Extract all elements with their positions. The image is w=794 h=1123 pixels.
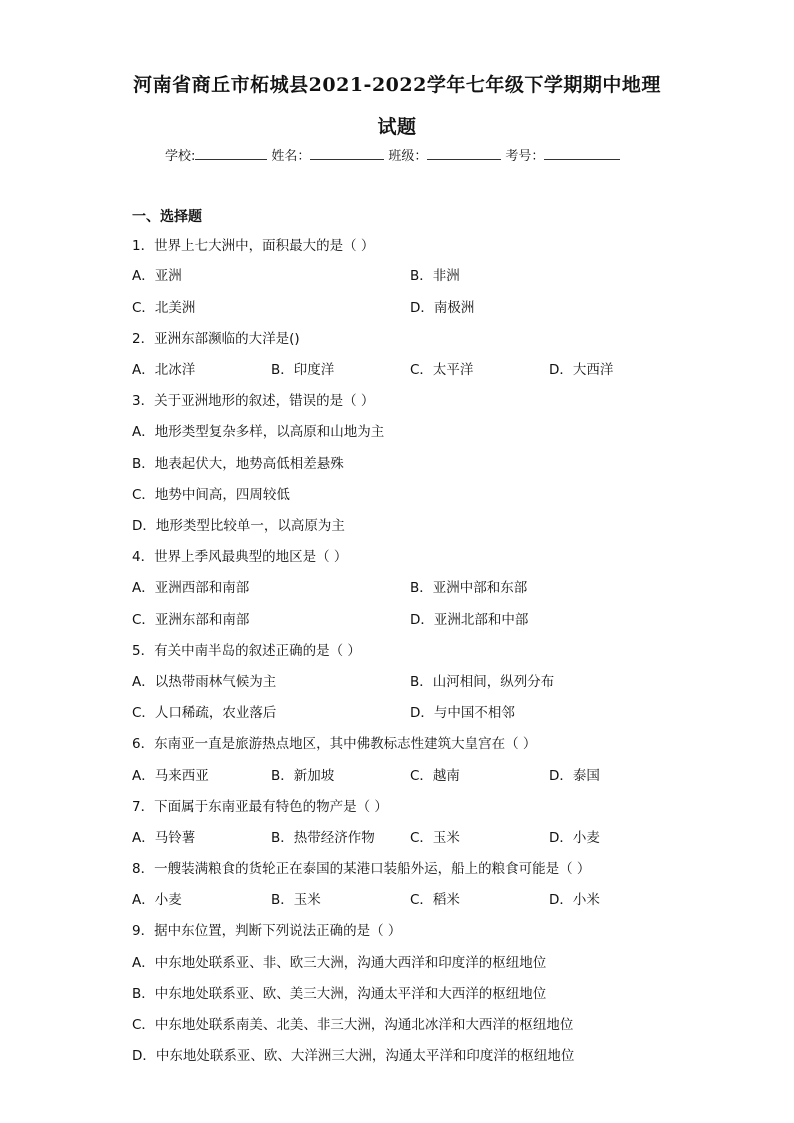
option-c: C．稻米 [410,892,460,908]
option-d: D．中东地处联系亚、欧、大洋洲三大洲，沟通太平洋和印度洋的枢纽地位 [132,1048,575,1064]
page-title-line2: 试题 [377,116,417,138]
option-a: A．北冰洋 [132,362,196,378]
name-label: 姓名： [271,149,311,164]
option-a: A．以热带雨林气候为主 [132,674,277,690]
exam-no-label: 考号： [505,149,545,164]
option-b: B．热带经济作物 [271,830,375,846]
question-stem: 8．一艘装满粮食的货轮正在泰国的某港口装船外运，船上的粮食可能是（ ） [132,861,591,877]
option-c: C．北美洲 [132,300,196,316]
question-stem: 6．东南亚一直是旅游热点地区，其中佛教标志性建筑大皇宫在（ ） [132,736,537,752]
option-d: D．小米 [549,892,600,908]
student-info-line [165,145,624,164]
option-b: B．印度洋 [271,362,335,378]
option-c: C．中东地处联系南美、北美、非三大洲，沟通北冰洋和大西洋的枢纽地位 [132,1017,574,1033]
option-c: C．地势中间高，四周较低 [132,487,290,503]
option-b: B．非洲 [410,268,460,284]
question-stem: 2．亚洲东部濒临的大洋是() [132,331,300,347]
option-c: C．越南 [410,768,460,784]
class-label: 班级： [388,149,428,164]
name-blank[interactable] [310,145,384,160]
option-d: D．地形类型比较单一，以高原为主 [132,518,345,534]
school-label: 学校: [165,149,196,164]
option-b: B．山河相间，纵列分布 [410,674,555,690]
school-blank[interactable] [195,145,267,160]
option-a: A．地形类型复杂多样，以高原和山地为主 [132,424,385,440]
option-a: A．小麦 [132,892,182,908]
exam-no-blank[interactable] [544,145,620,160]
option-c: C．亚洲东部和南部 [132,612,250,628]
question-stem: 9．据中东位置，判断下列说法正确的是（ ） [132,923,402,939]
option-d: D．小麦 [549,830,600,846]
option-a: A．亚洲 [132,268,182,284]
question-stem: 7．下面属于东南亚最有特色的物产是（ ） [132,799,388,815]
option-b: B．亚洲中部和东部 [410,580,528,596]
question-stem: 4．世界上季风最典型的地区是（ ） [132,549,348,565]
option-c: C．人口稀疏，农业落后 [132,705,277,721]
option-a: A．亚洲西部和南部 [132,580,250,596]
question-stem: 5．有关中南半岛的叙述正确的是（ ） [132,643,361,659]
option-d: D．亚洲北部和中部 [410,612,529,628]
option-b: B．中东地处联系亚、欧、美三大洲，沟通太平洋和大西洋的枢纽地位 [132,986,547,1002]
option-b: B．玉米 [271,892,321,908]
option-c: C．太平洋 [410,362,474,378]
section-title: 一、选择题 [132,209,202,225]
option-b: B．地表起伏大，地势高低相差悬殊 [132,456,344,472]
option-d: D．与中国不相邻 [410,705,515,721]
option-b: B．新加坡 [271,768,335,784]
option-a: A．马铃薯 [132,830,196,846]
option-d: D．泰国 [549,768,600,784]
option-d: D．南极洲 [410,300,475,316]
option-d: D．大西洋 [549,362,614,378]
option-a: A．中东地处联系亚、非、欧三大洲，沟通大西洋和印度洋的枢纽地位 [132,955,547,971]
question-stem: 1．世界上七大洲中，面积最大的是（ ） [132,238,375,254]
option-c: C．玉米 [410,830,460,846]
option-a: A．马来西亚 [132,768,209,784]
class-blank[interactable] [427,145,501,160]
page-title: 河南省商丘市柘城县2021-2022学年七年级下学期期中地理 [133,74,661,96]
question-stem: 3．关于亚洲地形的叙述，错误的是（ ） [132,393,375,409]
